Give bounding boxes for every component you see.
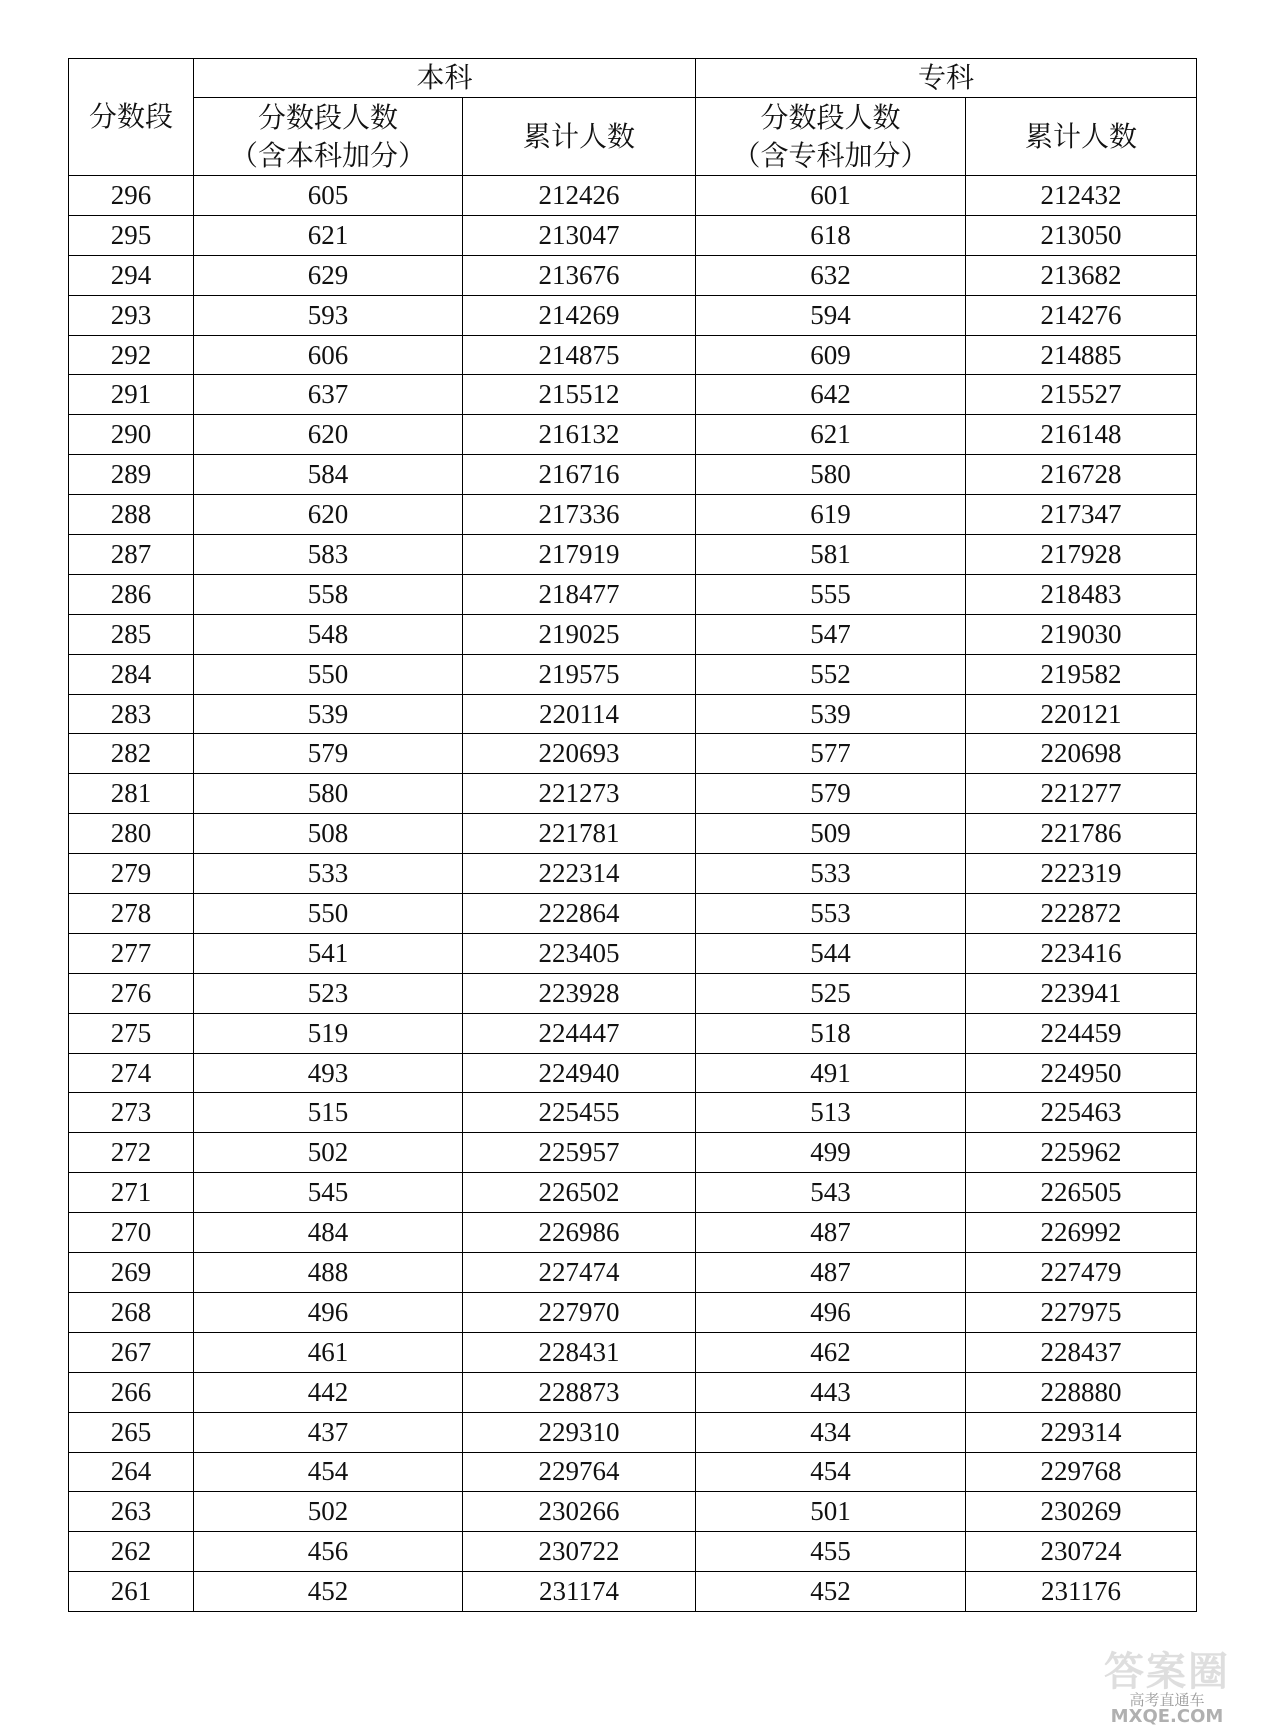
table-row <box>69 495 1197 535</box>
table-row <box>69 774 1197 814</box>
score-cell: 267 <box>69 1332 194 1372</box>
table-row <box>69 1292 1197 1332</box>
undergrad-cumulative-cell: 219575 <box>463 654 696 694</box>
junior-count-cell: 452 <box>696 1572 966 1612</box>
junior-cumulative-cell: 219582 <box>966 654 1197 694</box>
undergrad-cumulative-cell: 216132 <box>463 415 696 455</box>
undergrad-count-cell: 593 <box>194 295 463 335</box>
junior-cumulative-cell: 229314 <box>966 1412 1197 1452</box>
undergrad-count-header-line1: 分数段人数 <box>257 100 398 134</box>
undergrad-cumulative-cell: 223405 <box>463 933 696 973</box>
table-row <box>69 614 1197 654</box>
table-row <box>69 1173 1197 1213</box>
table-row <box>69 535 1197 575</box>
junior-cumulative-cell: 217347 <box>966 495 1197 535</box>
score-cell: 296 <box>69 176 194 216</box>
table-row <box>69 215 1197 255</box>
score-cell: 283 <box>69 694 194 734</box>
junior-count-cell: 539 <box>696 694 966 734</box>
score-cell: 274 <box>69 1053 194 1093</box>
undergrad-cumulative-cell: 216716 <box>463 455 696 495</box>
score-cell: 285 <box>69 614 194 654</box>
junior-count-cell: 619 <box>696 495 966 535</box>
junior-count-cell: 621 <box>696 415 966 455</box>
undergrad-cumulative-cell: 224940 <box>463 1053 696 1093</box>
undergrad-count-cell: 437 <box>194 1412 463 1452</box>
table-row <box>69 1452 1197 1492</box>
undergrad-count-cell: 488 <box>194 1253 463 1293</box>
junior-count-cell: 553 <box>696 894 966 934</box>
undergrad-cumulative-cell: 220693 <box>463 734 696 774</box>
table-row <box>69 375 1197 415</box>
score-cell: 295 <box>69 215 194 255</box>
undergrad-cumulative-cell: 230266 <box>463 1492 696 1532</box>
junior-cumulative-cell: 216728 <box>966 455 1197 495</box>
table-header <box>69 59 1197 176</box>
undergrad-cumulative-cell: 218477 <box>463 574 696 614</box>
undergrad-count-cell: 496 <box>194 1292 463 1332</box>
undergrad-count-header-line2: （含本科加分） <box>229 138 426 172</box>
junior-cumulative-header: 累计人数 <box>966 98 1197 176</box>
undergrad-group-header: 本科 <box>194 59 696 98</box>
junior-count-cell: 581 <box>696 535 966 575</box>
junior-cumulative-cell: 218483 <box>966 574 1197 614</box>
undergrad-cumulative-cell: 222314 <box>463 854 696 894</box>
table-row <box>69 1372 1197 1412</box>
undergrad-cumulative-cell: 226502 <box>463 1173 696 1213</box>
junior-cumulative-cell: 224950 <box>966 1053 1197 1093</box>
junior-cumulative-cell: 215527 <box>966 375 1197 415</box>
undergrad-cumulative-cell: 221273 <box>463 774 696 814</box>
undergrad-count-cell: 584 <box>194 455 463 495</box>
table-row <box>69 335 1197 375</box>
undergrad-cumulative-cell: 219025 <box>463 614 696 654</box>
junior-count-cell: 434 <box>696 1412 966 1452</box>
undergrad-count-cell: 502 <box>194 1492 463 1532</box>
score-cell: 293 <box>69 295 194 335</box>
score-cell: 270 <box>69 1213 194 1253</box>
score-cell: 289 <box>69 455 194 495</box>
junior-count-cell: 547 <box>696 614 966 654</box>
score-cell: 278 <box>69 894 194 934</box>
junior-count-cell: 462 <box>696 1332 966 1372</box>
junior-cumulative-cell: 228437 <box>966 1332 1197 1372</box>
undergrad-cumulative-cell: 227970 <box>463 1292 696 1332</box>
junior-cumulative-cell: 212432 <box>966 176 1197 216</box>
junior-cumulative-cell: 223416 <box>966 933 1197 973</box>
undergrad-count-cell: 456 <box>194 1532 463 1572</box>
undergrad-cumulative-cell: 228431 <box>463 1332 696 1372</box>
junior-cumulative-cell: 226992 <box>966 1213 1197 1253</box>
table-row <box>69 1412 1197 1452</box>
undergrad-cumulative-cell: 225957 <box>463 1133 696 1173</box>
score-cell: 286 <box>69 574 194 614</box>
undergrad-count-header <box>194 98 463 176</box>
table-row <box>69 854 1197 894</box>
score-cell: 294 <box>69 255 194 295</box>
junior-count-cell: 533 <box>696 854 966 894</box>
junior-count-cell: 642 <box>696 375 966 415</box>
undergrad-cumulative-cell: 225455 <box>463 1093 696 1133</box>
score-cell: 275 <box>69 1013 194 1053</box>
junior-count-cell: 518 <box>696 1013 966 1053</box>
undergrad-count-cell: 545 <box>194 1173 463 1213</box>
junior-cumulative-cell: 221277 <box>966 774 1197 814</box>
junior-cumulative-cell: 220698 <box>966 734 1197 774</box>
junior-cumulative-cell: 227479 <box>966 1253 1197 1293</box>
junior-count-cell: 609 <box>696 335 966 375</box>
junior-cumulative-cell: 222872 <box>966 894 1197 934</box>
undergrad-cumulative-cell: 222864 <box>463 894 696 934</box>
table-row <box>69 415 1197 455</box>
undergrad-cumulative-cell: 214875 <box>463 335 696 375</box>
undergrad-cumulative-cell: 212426 <box>463 176 696 216</box>
undergrad-cumulative-cell: 213676 <box>463 255 696 295</box>
score-cell: 273 <box>69 1093 194 1133</box>
junior-cumulative-cell: 230724 <box>966 1532 1197 1572</box>
junior-count-cell: 618 <box>696 215 966 255</box>
table-row <box>69 255 1197 295</box>
table-row <box>69 734 1197 774</box>
table-row <box>69 1133 1197 1173</box>
score-cell: 279 <box>69 854 194 894</box>
score-distribution-table <box>68 58 1197 1612</box>
junior-cumulative-cell: 220121 <box>966 694 1197 734</box>
undergrad-count-cell: 515 <box>194 1093 463 1133</box>
score-cell: 263 <box>69 1492 194 1532</box>
score-cell: 265 <box>69 1412 194 1452</box>
undergrad-count-cell: 502 <box>194 1133 463 1173</box>
junior-count-cell: 544 <box>696 933 966 973</box>
score-band-header: 分数段 <box>69 59 194 176</box>
junior-cumulative-cell: 228880 <box>966 1372 1197 1412</box>
junior-count-cell: 577 <box>696 734 966 774</box>
undergrad-cumulative-cell: 223928 <box>463 973 696 1013</box>
score-cell: 268 <box>69 1292 194 1332</box>
undergrad-cumulative-cell: 217919 <box>463 535 696 575</box>
score-cell: 266 <box>69 1372 194 1412</box>
undergrad-cumulative-cell: 213047 <box>463 215 696 255</box>
undergrad-cumulative-cell: 220114 <box>463 694 696 734</box>
score-cell: 288 <box>69 495 194 535</box>
undergrad-count-cell: 550 <box>194 894 463 934</box>
score-cell: 291 <box>69 375 194 415</box>
junior-cumulative-cell: 217928 <box>966 535 1197 575</box>
score-cell: 261 <box>69 1572 194 1612</box>
undergrad-count-cell: 583 <box>194 535 463 575</box>
score-cell: 281 <box>69 774 194 814</box>
undergrad-cumulative-header: 累计人数 <box>463 98 696 176</box>
undergrad-count-cell: 621 <box>194 215 463 255</box>
table-row <box>69 1053 1197 1093</box>
junior-cumulative-cell: 221786 <box>966 814 1197 854</box>
junior-cumulative-cell: 214276 <box>966 295 1197 335</box>
watermark <box>1082 1649 1252 1727</box>
junior-cumulative-cell: 225463 <box>966 1093 1197 1133</box>
undergrad-count-cell: 508 <box>194 814 463 854</box>
undergrad-cumulative-cell: 230722 <box>463 1532 696 1572</box>
table-row <box>69 814 1197 854</box>
junior-cumulative-cell: 213682 <box>966 255 1197 295</box>
undergrad-count-cell: 579 <box>194 734 463 774</box>
undergrad-cumulative-cell: 227474 <box>463 1253 696 1293</box>
score-cell: 264 <box>69 1452 194 1492</box>
undergrad-count-cell: 523 <box>194 973 463 1013</box>
table-row <box>69 694 1197 734</box>
junior-count-cell: 543 <box>696 1173 966 1213</box>
undergrad-cumulative-cell: 229310 <box>463 1412 696 1452</box>
undergrad-count-cell: 484 <box>194 1213 463 1253</box>
junior-cumulative-cell: 223941 <box>966 973 1197 1013</box>
undergrad-count-cell: 629 <box>194 255 463 295</box>
table-body <box>69 176 1197 1612</box>
undergrad-count-cell: 519 <box>194 1013 463 1053</box>
junior-count-cell: 499 <box>696 1133 966 1173</box>
score-cell: 262 <box>69 1532 194 1572</box>
watermark-url: MXQE.COM <box>1110 1706 1224 1727</box>
table-row <box>69 176 1197 216</box>
junior-count-cell: 487 <box>696 1213 966 1253</box>
junior-count-header-line1: 分数段人数 <box>760 100 901 134</box>
junior-count-cell: 454 <box>696 1452 966 1492</box>
undergrad-count-cell: 606 <box>194 335 463 375</box>
undergrad-count-cell: 452 <box>194 1572 463 1612</box>
undergrad-cumulative-cell: 217336 <box>463 495 696 535</box>
junior-count-cell: 513 <box>696 1093 966 1133</box>
undergrad-cumulative-cell: 221781 <box>463 814 696 854</box>
undergrad-count-cell: 541 <box>194 933 463 973</box>
junior-cumulative-cell: 229768 <box>966 1452 1197 1492</box>
table-row <box>69 1532 1197 1572</box>
table-row <box>69 654 1197 694</box>
watermark-subtitle: 高考直通车 <box>1129 1691 1205 1709</box>
junior-count-cell: 509 <box>696 814 966 854</box>
junior-cumulative-cell: 213050 <box>966 215 1197 255</box>
undergrad-cumulative-cell: 229764 <box>463 1452 696 1492</box>
junior-count-header <box>696 98 966 176</box>
score-cell: 271 <box>69 1173 194 1213</box>
score-cell: 290 <box>69 415 194 455</box>
undergrad-count-cell: 620 <box>194 415 463 455</box>
table-row <box>69 295 1197 335</box>
table-row <box>69 1253 1197 1293</box>
junior-count-cell: 579 <box>696 774 966 814</box>
undergrad-count-cell: 493 <box>194 1053 463 1093</box>
score-cell: 292 <box>69 335 194 375</box>
junior-cumulative-cell: 231176 <box>966 1572 1197 1612</box>
junior-count-cell: 555 <box>696 574 966 614</box>
table-row <box>69 1213 1197 1253</box>
junior-count-cell: 501 <box>696 1492 966 1532</box>
junior-cumulative-cell: 226505 <box>966 1173 1197 1213</box>
table-row <box>69 455 1197 495</box>
junior-cumulative-cell: 224459 <box>966 1013 1197 1053</box>
undergrad-count-cell: 558 <box>194 574 463 614</box>
undergrad-cumulative-cell: 231174 <box>463 1572 696 1612</box>
undergrad-count-cell: 605 <box>194 176 463 216</box>
junior-count-cell: 496 <box>696 1292 966 1332</box>
junior-count-cell: 443 <box>696 1372 966 1412</box>
table-row <box>69 574 1197 614</box>
junior-count-cell: 525 <box>696 973 966 1013</box>
table-row <box>69 973 1197 1013</box>
junior-cumulative-cell: 227975 <box>966 1292 1197 1332</box>
junior-count-cell: 491 <box>696 1053 966 1093</box>
table-row <box>69 1492 1197 1532</box>
junior-cumulative-cell: 219030 <box>966 614 1197 654</box>
table-row <box>69 1572 1197 1612</box>
junior-count-cell: 601 <box>696 176 966 216</box>
undergrad-cumulative-cell: 214269 <box>463 295 696 335</box>
junior-cumulative-cell: 222319 <box>966 854 1197 894</box>
junior-count-cell: 487 <box>696 1253 966 1293</box>
undergrad-count-cell: 620 <box>194 495 463 535</box>
undergrad-count-cell: 454 <box>194 1452 463 1492</box>
score-cell: 277 <box>69 933 194 973</box>
undergrad-count-cell: 533 <box>194 854 463 894</box>
score-cell: 280 <box>69 814 194 854</box>
junior-count-cell: 580 <box>696 455 966 495</box>
undergrad-count-cell: 548 <box>194 614 463 654</box>
score-cell: 276 <box>69 973 194 1013</box>
junior-count-cell: 552 <box>696 654 966 694</box>
junior-cumulative-cell: 225962 <box>966 1133 1197 1173</box>
undergrad-count-cell: 580 <box>194 774 463 814</box>
table-row <box>69 894 1197 934</box>
table-row <box>69 1332 1197 1372</box>
undergrad-count-cell: 637 <box>194 375 463 415</box>
score-cell: 284 <box>69 654 194 694</box>
table-row <box>69 1013 1197 1053</box>
junior-cumulative-cell: 230269 <box>966 1492 1197 1532</box>
undergrad-count-cell: 550 <box>194 654 463 694</box>
undergrad-cumulative-cell: 215512 <box>463 375 696 415</box>
junior-count-cell: 632 <box>696 255 966 295</box>
undergrad-cumulative-cell: 226986 <box>463 1213 696 1253</box>
undergrad-count-cell: 539 <box>194 694 463 734</box>
watermark-logo: 答案圈 <box>1104 1649 1230 1695</box>
undergrad-cumulative-cell: 228873 <box>463 1372 696 1412</box>
junior-count-cell: 594 <box>696 295 966 335</box>
score-cell: 287 <box>69 535 194 575</box>
score-cell: 282 <box>69 734 194 774</box>
junior-cumulative-cell: 216148 <box>966 415 1197 455</box>
undergrad-count-cell: 461 <box>194 1332 463 1372</box>
table-row <box>69 933 1197 973</box>
undergrad-cumulative-cell: 224447 <box>463 1013 696 1053</box>
junior-group-header: 专科 <box>696 59 1197 98</box>
junior-count-cell: 455 <box>696 1532 966 1572</box>
score-cell: 272 <box>69 1133 194 1173</box>
score-cell: 269 <box>69 1253 194 1293</box>
junior-count-header-line2: （含专科加分） <box>732 138 929 172</box>
junior-cumulative-cell: 214885 <box>966 335 1197 375</box>
undergrad-count-cell: 442 <box>194 1372 463 1412</box>
table-row <box>69 1093 1197 1133</box>
